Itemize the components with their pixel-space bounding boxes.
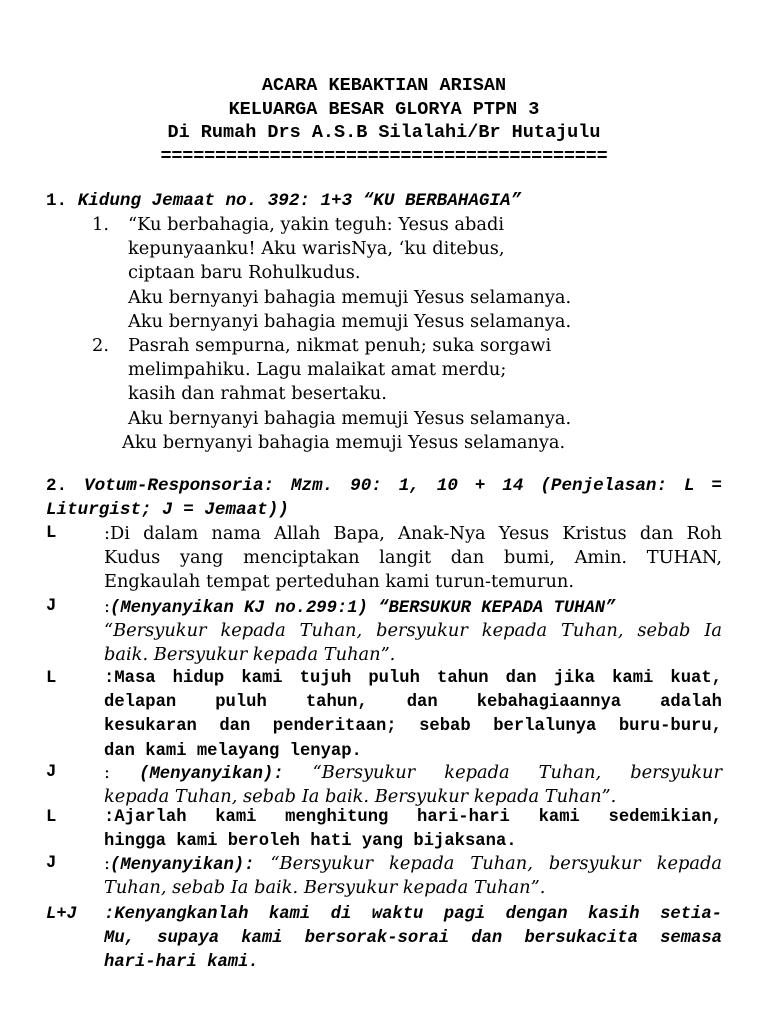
responsoria-row [46, 595, 722, 668]
response-line: Tuhan, sebab Ia baik. Bersyukur kepada Tuhan”. [104, 877, 546, 899]
response-line [104, 595, 722, 621]
verse-line: Aku bernyanyi bahagia memuji Yesus selamanya. [128, 310, 572, 332]
document-header [0, 74, 768, 168]
response-line: dan kami melayang lenyap. [104, 741, 362, 761]
header-separator: ========================================= [160, 145, 608, 167]
sung-text: “Bersyukur kepada Tuhan, bersyukur [312, 762, 723, 783]
response-line: Engkaulah tempat perteduhan kami turun-temurun. [104, 571, 575, 593]
response-line: :Di dalam nama Allah Bapa, Anak-Nya Yesus Kristus dan Roh [104, 523, 722, 544]
response-line: hari-hari kami. [104, 953, 259, 973]
colon-mark: : [104, 762, 110, 783]
header-title-line-1: ACARA KEBAKTIAN ARISAN [261, 75, 507, 96]
response-line: :Masa hidup kami tujuh puluh tahun dan jika kami kuat, [104, 669, 722, 688]
section-1-heading [46, 189, 521, 213]
response-line: hingga kami beroleh hati yang bijaksana. [104, 832, 517, 852]
verse-line: kepunyaanku! Aku warisNya, ‘ku ditebus, [128, 238, 505, 260]
speaker-label: L [46, 669, 57, 688]
sing-instruction: (Menyanyikan KJ no.299:1) “BERSUKUR KEPADA TUHAN” [110, 599, 616, 618]
response-line: baik. Bersyukur kepada Tuhan”. [104, 644, 396, 666]
section-1-title: Kidung Jemaat no. 392: 1+3 “KU BERBAHAGIA” [77, 191, 522, 211]
verse-line: Aku bernyanyi bahagia memuji Yesus selamanya. [122, 431, 566, 453]
response-line: kepada Tuhan, sebab Ia baik. Bersyukur kepada Tuhan”. [104, 786, 617, 808]
responsoria-row [46, 806, 722, 855]
section-2-heading-cont [46, 498, 289, 522]
sung-text: “Bersyukur kepada Tuhan, bersyukur kepada [270, 853, 722, 874]
speaker-label: L [46, 524, 57, 543]
response-line [104, 761, 722, 787]
response-line: delapan puluh tahun, dan kebahagiaannya adalah [104, 693, 722, 713]
verse-line: Pasrah sempurna, nikmat penuh; suka sorgawi [128, 335, 552, 356]
verse-line: melimpahiku. Lagu malaikat amat merdu; [128, 359, 507, 381]
sing-instruction: (Menyanyikan): [139, 765, 284, 784]
speaker-label: J [46, 763, 57, 782]
verse-number: 1. [92, 214, 109, 235]
speaker-label: L+J [46, 905, 77, 924]
responsoria-row [46, 761, 722, 810]
response-line: “Bersyukur kepada Tuhan, bersyukur kepada Tuhan, sebab Ia [104, 620, 722, 642]
speaker-label: J [46, 597, 57, 616]
verse-line: “Ku berbahagia, yakin teguh: Yesus abadi [128, 214, 505, 235]
section-2-title-cont: Liturgist; J = Jemaat)) [46, 500, 289, 520]
section-1-number: 1. [46, 191, 68, 211]
verse-line: kasih dan rahmat besertaku. [128, 383, 387, 405]
section-2-title: Votum-Responsoria: Mzm. 90: 1, 10 + 14 (Penjelasan: L = [84, 476, 722, 496]
colon-mark: : [104, 596, 110, 617]
sing-instruction: (Menyanyikan): [110, 856, 255, 875]
section-2-heading [46, 474, 722, 498]
header-title-line-2: KELUARGA BESAR GLORYA PTPN 3 [228, 98, 540, 120]
response-line: kesukaran dan penderitaan; sebab berlalunya buru-buru, [104, 717, 722, 737]
response-line: :Kenyangkanlah kami di waktu pagi dengan kasih setia- [104, 905, 722, 924]
response-line: :Ajarlah kami menghitung hari-hari kami sedemikian, [104, 808, 722, 827]
verse-line: ciptaan baru Rohulkudus. [128, 262, 361, 284]
responsoria-row [46, 852, 722, 901]
header-title-line-3: Di Rumah Drs A.S.B Silalahi/Br Hutajulu [167, 122, 601, 143]
speaker-label: L [46, 808, 57, 827]
verse-number: 2. [92, 335, 109, 356]
responsoria-row [46, 903, 722, 976]
response-line: Kudus yang menciptakan langit dan bumi, Amin. TUHAN, [104, 547, 722, 569]
responsoria-row [46, 667, 722, 764]
section-2-number: 2. [46, 476, 68, 496]
verse-line: Aku bernyanyi bahagia memuji Yesus selamanya. [128, 286, 572, 308]
response-line: Mu, supaya kami bersorak-sorai dan bersukacita semasa [104, 929, 722, 949]
speaker-label: J [46, 854, 57, 873]
colon-mark: : [104, 853, 110, 874]
verse-line: Aku bernyanyi bahagia memuji Yesus selamanya. [128, 407, 572, 429]
response-line [104, 852, 722, 878]
responsoria-row [46, 522, 722, 595]
